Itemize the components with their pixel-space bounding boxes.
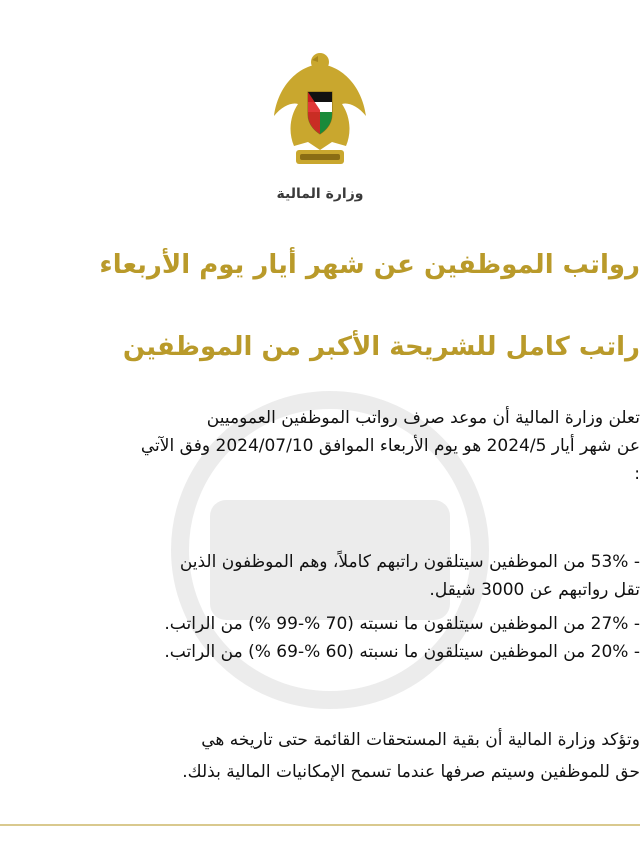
headline-2: راتب كامل للشريحة الأكبر من الموظفين [122, 332, 640, 362]
list-item: تقل رواتبهم عن 3000 شيقل. [429, 580, 640, 600]
paragraph1-line: عن شهر أيار 2024/5 هو يوم الأربعاء الموافق 2024/07/10 وفق الآتي [140, 436, 640, 456]
paragraph1-line: : [634, 464, 640, 484]
palestine-eagle-emblem-icon [268, 46, 372, 176]
headline-1: رواتب الموظفين عن شهر أيار يوم الأربعاء [99, 250, 640, 280]
paragraph1-line: تعلن وزارة المالية أن موعد صرف رواتب الموظفين العموميين [206, 408, 640, 428]
list-item: - 53% من الموظفين سيتلقون راتبهم كاملاً، وهم الموظفون الذين [179, 552, 640, 572]
list-item: - 27% من الموظفين سيتلقون ما نسبته (70 %-99 %) من الراتب. [164, 614, 640, 634]
background-watermark [150, 380, 510, 720]
ministry-name: وزارة المالية [276, 186, 364, 202]
footer-divider [0, 824, 640, 826]
paragraph2-line: حق للموظفين وسيتم صرفها عندما تسمح الإمكانيات المالية بذلك. [182, 762, 640, 782]
paragraph2-line: وتؤكد وزارة المالية أن بقية المستحقات القائمة حتى تاريخه هي [201, 730, 640, 750]
list-item: - 20% من الموظفين سيتلقون ما نسبته (60 %-69 %) من الراتب. [164, 642, 640, 662]
